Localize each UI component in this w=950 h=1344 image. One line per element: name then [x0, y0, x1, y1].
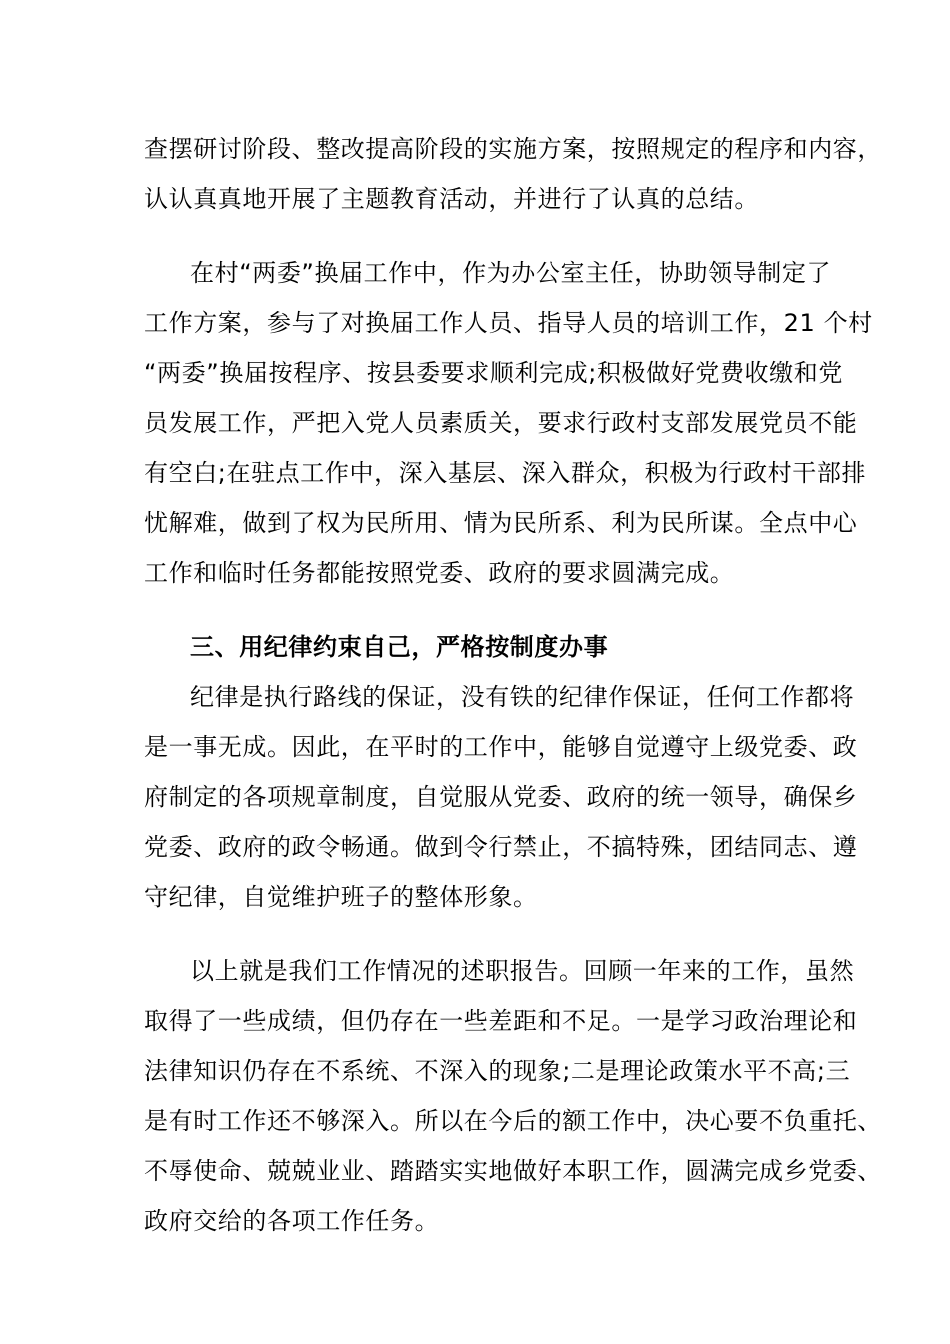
heading-text: 三、用纪律约束自己，严格按制度办事: [190, 633, 609, 661]
text-line: 在村“两委”换届工作中，作为办公室主任，协助领导制定了: [190, 259, 832, 287]
text-line: 法律知识仍存在不系统、不深入的现象;二是理论政策水平不高;三: [144, 1057, 851, 1085]
text-line: 工作方案，参与了对换届工作人员、指导人员的培训工作，21 个村: [144, 309, 873, 337]
text-line: 员发展工作，严把入党人员素质关，要求行政村支部发展党员不能: [144, 409, 858, 437]
text-line: 党委、政府的政令畅通。做到令行禁止，不搞特殊，团结同志、遵: [144, 833, 858, 861]
text-line: 守纪律，自觉维护班子的整体形象。: [144, 883, 538, 911]
text-line: 有空白;在驻点工作中，深入基层、深入群众，积极为行政村干部排: [144, 459, 867, 487]
text-line: 取得了一些成绩，但仍存在一些差距和不足。一是学习政治理论和: [144, 1007, 858, 1035]
text-line: 认认真真地开展了主题教育活动，并进行了认真的总结。: [144, 185, 759, 213]
section-heading: [144, 622, 810, 672]
paragraph-continuation: [144, 124, 882, 224]
text-line: 纪律是执行路线的保证，没有铁的纪律作保证，任何工作都将: [190, 683, 855, 711]
text-line: 不辱使命、兢兢业业、踏踏实实地做好本职工作，圆满完成乡党委、: [144, 1157, 882, 1185]
text-line: 查摆研讨阶段、整改提高阶段的实施方案，按照规定的程序和内容，: [144, 135, 882, 163]
document-body: [144, 124, 882, 1246]
text-line: 政府交给的各项工作任务。: [144, 1207, 440, 1235]
text-line: 是有时工作还不够深入。所以在今后的额工作中，决心要不负重托、: [144, 1107, 882, 1135]
paragraph-election-work: [144, 248, 873, 598]
text-line: “两委”换届按程序、按县委要求顺利完成;积极做好党费收缴和党: [144, 359, 843, 387]
text-line: 以上就是我们工作情况的述职报告。回顾一年来的工作，虽然: [190, 957, 855, 985]
text-line: 忧解难，做到了权为民所用、情为民所系、利为民所谋。全点中心: [144, 509, 858, 537]
text-line: 工作和临时任务都能按照党委、政府的要求圆满完成。: [144, 559, 735, 587]
text-line: 府制定的各项规章制度，自觉服从党委、政府的统一领导，确保乡: [144, 783, 858, 811]
text-line: 是一事无成。因此，在平时的工作中，能够自觉遵守上级党委、政: [144, 733, 858, 761]
paragraph-summary: [144, 946, 882, 1246]
paragraph-discipline: [144, 672, 858, 922]
